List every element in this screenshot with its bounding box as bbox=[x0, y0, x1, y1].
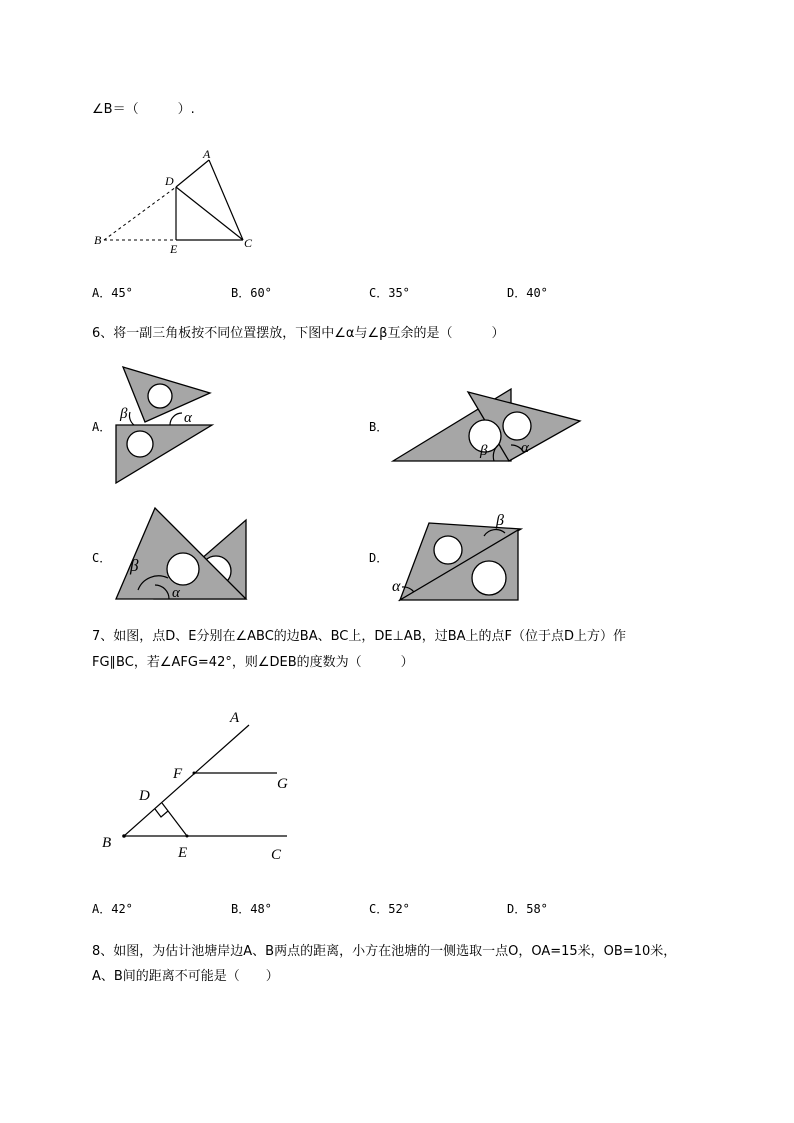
q8-stem-line2: A、B间的距离不可能是（ ） bbox=[92, 969, 279, 984]
q6-c-beta: β bbox=[130, 556, 139, 575]
q8-stem-line1: 8、如图，为估计池塘岸边A、B两点的距离，小方在池塘的一侧选取一点O，OA=15米，OB=10米， bbox=[92, 944, 677, 959]
q7-option-a[interactable]: A．42° bbox=[92, 902, 133, 916]
q7-label-f: F bbox=[173, 766, 183, 782]
q7-stem-line2: FG∥BC，若∠AFG=42°，则∠DEB的度数为（ ） bbox=[92, 655, 414, 670]
q5-label-c: C bbox=[244, 236, 253, 250]
q6-a-beta: β bbox=[120, 406, 128, 422]
q7-option-c[interactable]: C．52° bbox=[369, 902, 410, 916]
q5-option-d[interactable]: D．40° bbox=[507, 286, 548, 300]
q5-stem-tail: ∠B＝（ ）. bbox=[92, 102, 195, 117]
q5-label-d: D bbox=[165, 174, 174, 188]
q5-option-b[interactable]: B．60° bbox=[231, 286, 272, 300]
q6-option-a[interactable]: A． bbox=[92, 420, 112, 434]
q6-option-c[interactable]: C． bbox=[92, 551, 112, 565]
q7-option-d[interactable]: D．58° bbox=[507, 902, 548, 916]
q6-stem: 6、将一副三角板按不同位置摆放，下图中∠α与∠β互余的是（ ） bbox=[92, 326, 505, 341]
q6-option-b[interactable]: B． bbox=[369, 420, 389, 434]
q7-label-a: A bbox=[230, 710, 240, 726]
q5-label-e: E bbox=[170, 242, 178, 256]
q6-b-beta: β bbox=[480, 443, 488, 459]
q7-stem-line1: 7、如图，点D、E分别在∠ABC的边BA、BC上，DE⊥AB，过BA上的点F（位于点D上方）作 bbox=[92, 629, 627, 644]
q6-a-alpha: α bbox=[184, 410, 192, 426]
q7-label-d: D bbox=[139, 788, 150, 804]
q5-label-b: B bbox=[94, 233, 102, 247]
q5-option-c[interactable]: C．35° bbox=[369, 286, 410, 300]
q6-b-alpha: α bbox=[521, 440, 529, 456]
q7-option-b[interactable]: B．48° bbox=[231, 902, 272, 916]
q7-label-g: G bbox=[277, 776, 288, 792]
q6-d-beta: β bbox=[496, 512, 504, 529]
q7-label-e: E bbox=[178, 845, 188, 861]
q6-d-alpha: α bbox=[392, 578, 401, 595]
q7-label-c: C bbox=[271, 847, 282, 863]
q5-label-a: A bbox=[203, 147, 211, 161]
q5-option-a[interactable]: A．45° bbox=[92, 286, 133, 300]
q6-c-alpha: α bbox=[172, 585, 180, 601]
q6-option-d[interactable]: D． bbox=[369, 551, 389, 565]
q7-label-b: B bbox=[102, 835, 112, 851]
